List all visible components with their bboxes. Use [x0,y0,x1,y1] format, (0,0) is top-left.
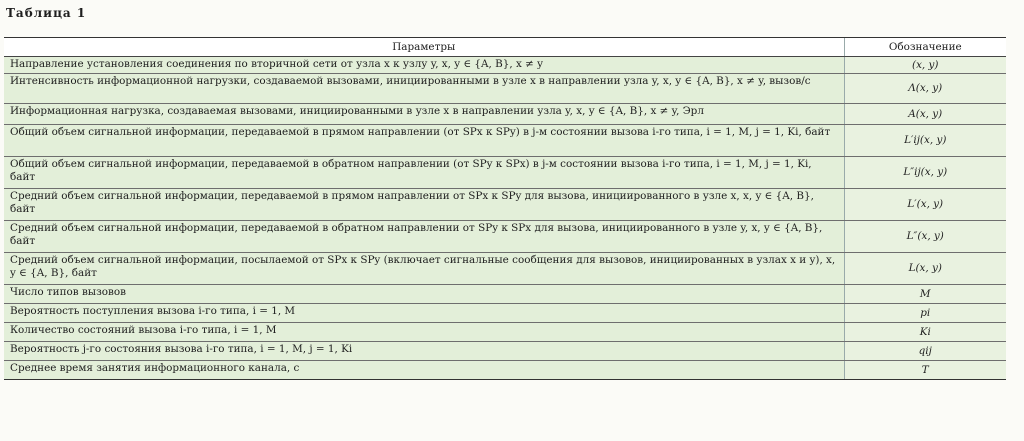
symbol-cell: L″ij(x, y) [844,157,1006,189]
param-cell: Среднее время занятия информационного канала, с [4,361,844,380]
param-cell: Вероятность j-го состояния вызова i-го типа, i = 1, M, j = 1, Ki [4,342,844,361]
table-row [4,104,1006,125]
symbol-cell: T [844,361,1006,380]
symbol-cell: pi [844,304,1006,323]
table-row [4,57,1006,74]
param-cell: Вероятность поступления вызова i-го типа, i = 1, M [4,304,844,323]
table-header-row [4,38,1006,57]
param-cell: Средний объем сигнальной информации, передаваемой в прямом направлении от SPx к SPy для вызова, инициированного в узле x, x, y ∈ {A, B}, байт [4,189,844,221]
table-row [4,189,1006,221]
table-row [4,125,1006,157]
param-cell: Направление установления соединения по вторичной сети от узла x к узлу y, x, y ∈ {A, B}, x ≠ y [4,57,844,74]
param-cell: Число типов вызовов [4,285,844,304]
symbol-cell: Λ(x, y) [844,74,1006,104]
table-row [4,342,1006,361]
table-row [4,323,1006,342]
table-row [4,157,1006,189]
table-row [4,285,1006,304]
symbol-cell: L″(x, y) [844,221,1006,253]
symbol-cell: A(x, y) [844,104,1006,125]
param-cell: Общий объем сигнальной информации, передаваемой в прямом направлении (от SPx к SPy) в j-м состоянии вызова i-го типа, i = 1, M, j = 1, Ki, байт [4,125,844,157]
symbol-cell: qij [844,342,1006,361]
symbol-cell: (x, y) [844,57,1006,74]
symbol-cell: L′(x, y) [844,189,1006,221]
table-row [4,361,1006,380]
symbol-cell: L′ij(x, y) [844,125,1006,157]
header-params: Параметры [4,38,844,57]
table-row [4,304,1006,323]
symbol-cell: L(x, y) [844,253,1006,285]
param-cell: Общий объем сигнальной информации, передаваемой в обратном направлении (от SPy к SPx) в j-м состоянии вызова i-го типа, i = 1, M, j = 1, Ki, байт [4,157,844,189]
table-row [4,253,1006,285]
param-cell: Количество состояний вызова i-го типа, i = 1, M [4,323,844,342]
parameters-table [4,37,1006,380]
param-cell: Средний объем сигнальной информации, передаваемой в обратном направлении от SPy к SPx для вызова, инициированного в узле y, x, y ∈ {A, B}, байт [4,221,844,253]
header-symbol: Обозначение [844,38,1006,57]
table-row [4,221,1006,253]
table-row [4,74,1006,104]
param-cell: Интенсивность информационной нагрузки, создаваемой вызовами, инициированными в узле x в направлении узла y, x, y ∈ {A, B}, x ≠ y, вызов/с [4,74,844,104]
table-caption: Таблица 1 [6,6,87,20]
param-cell: Средний объем сигнальной информации, посылаемой от SPx к SPy (включает сигнальные сообщения для вызовов, инициированных в узлах x и y), x, y ∈ {A, B}, байт [4,253,844,285]
symbol-cell: M [844,285,1006,304]
symbol-cell: Ki [844,323,1006,342]
param-cell: Информационная нагрузка, создаваемая вызовами, инициированными в узле x в направлении узла y, x, y ∈ {A, B}, x ≠ y, Эрл [4,104,844,125]
